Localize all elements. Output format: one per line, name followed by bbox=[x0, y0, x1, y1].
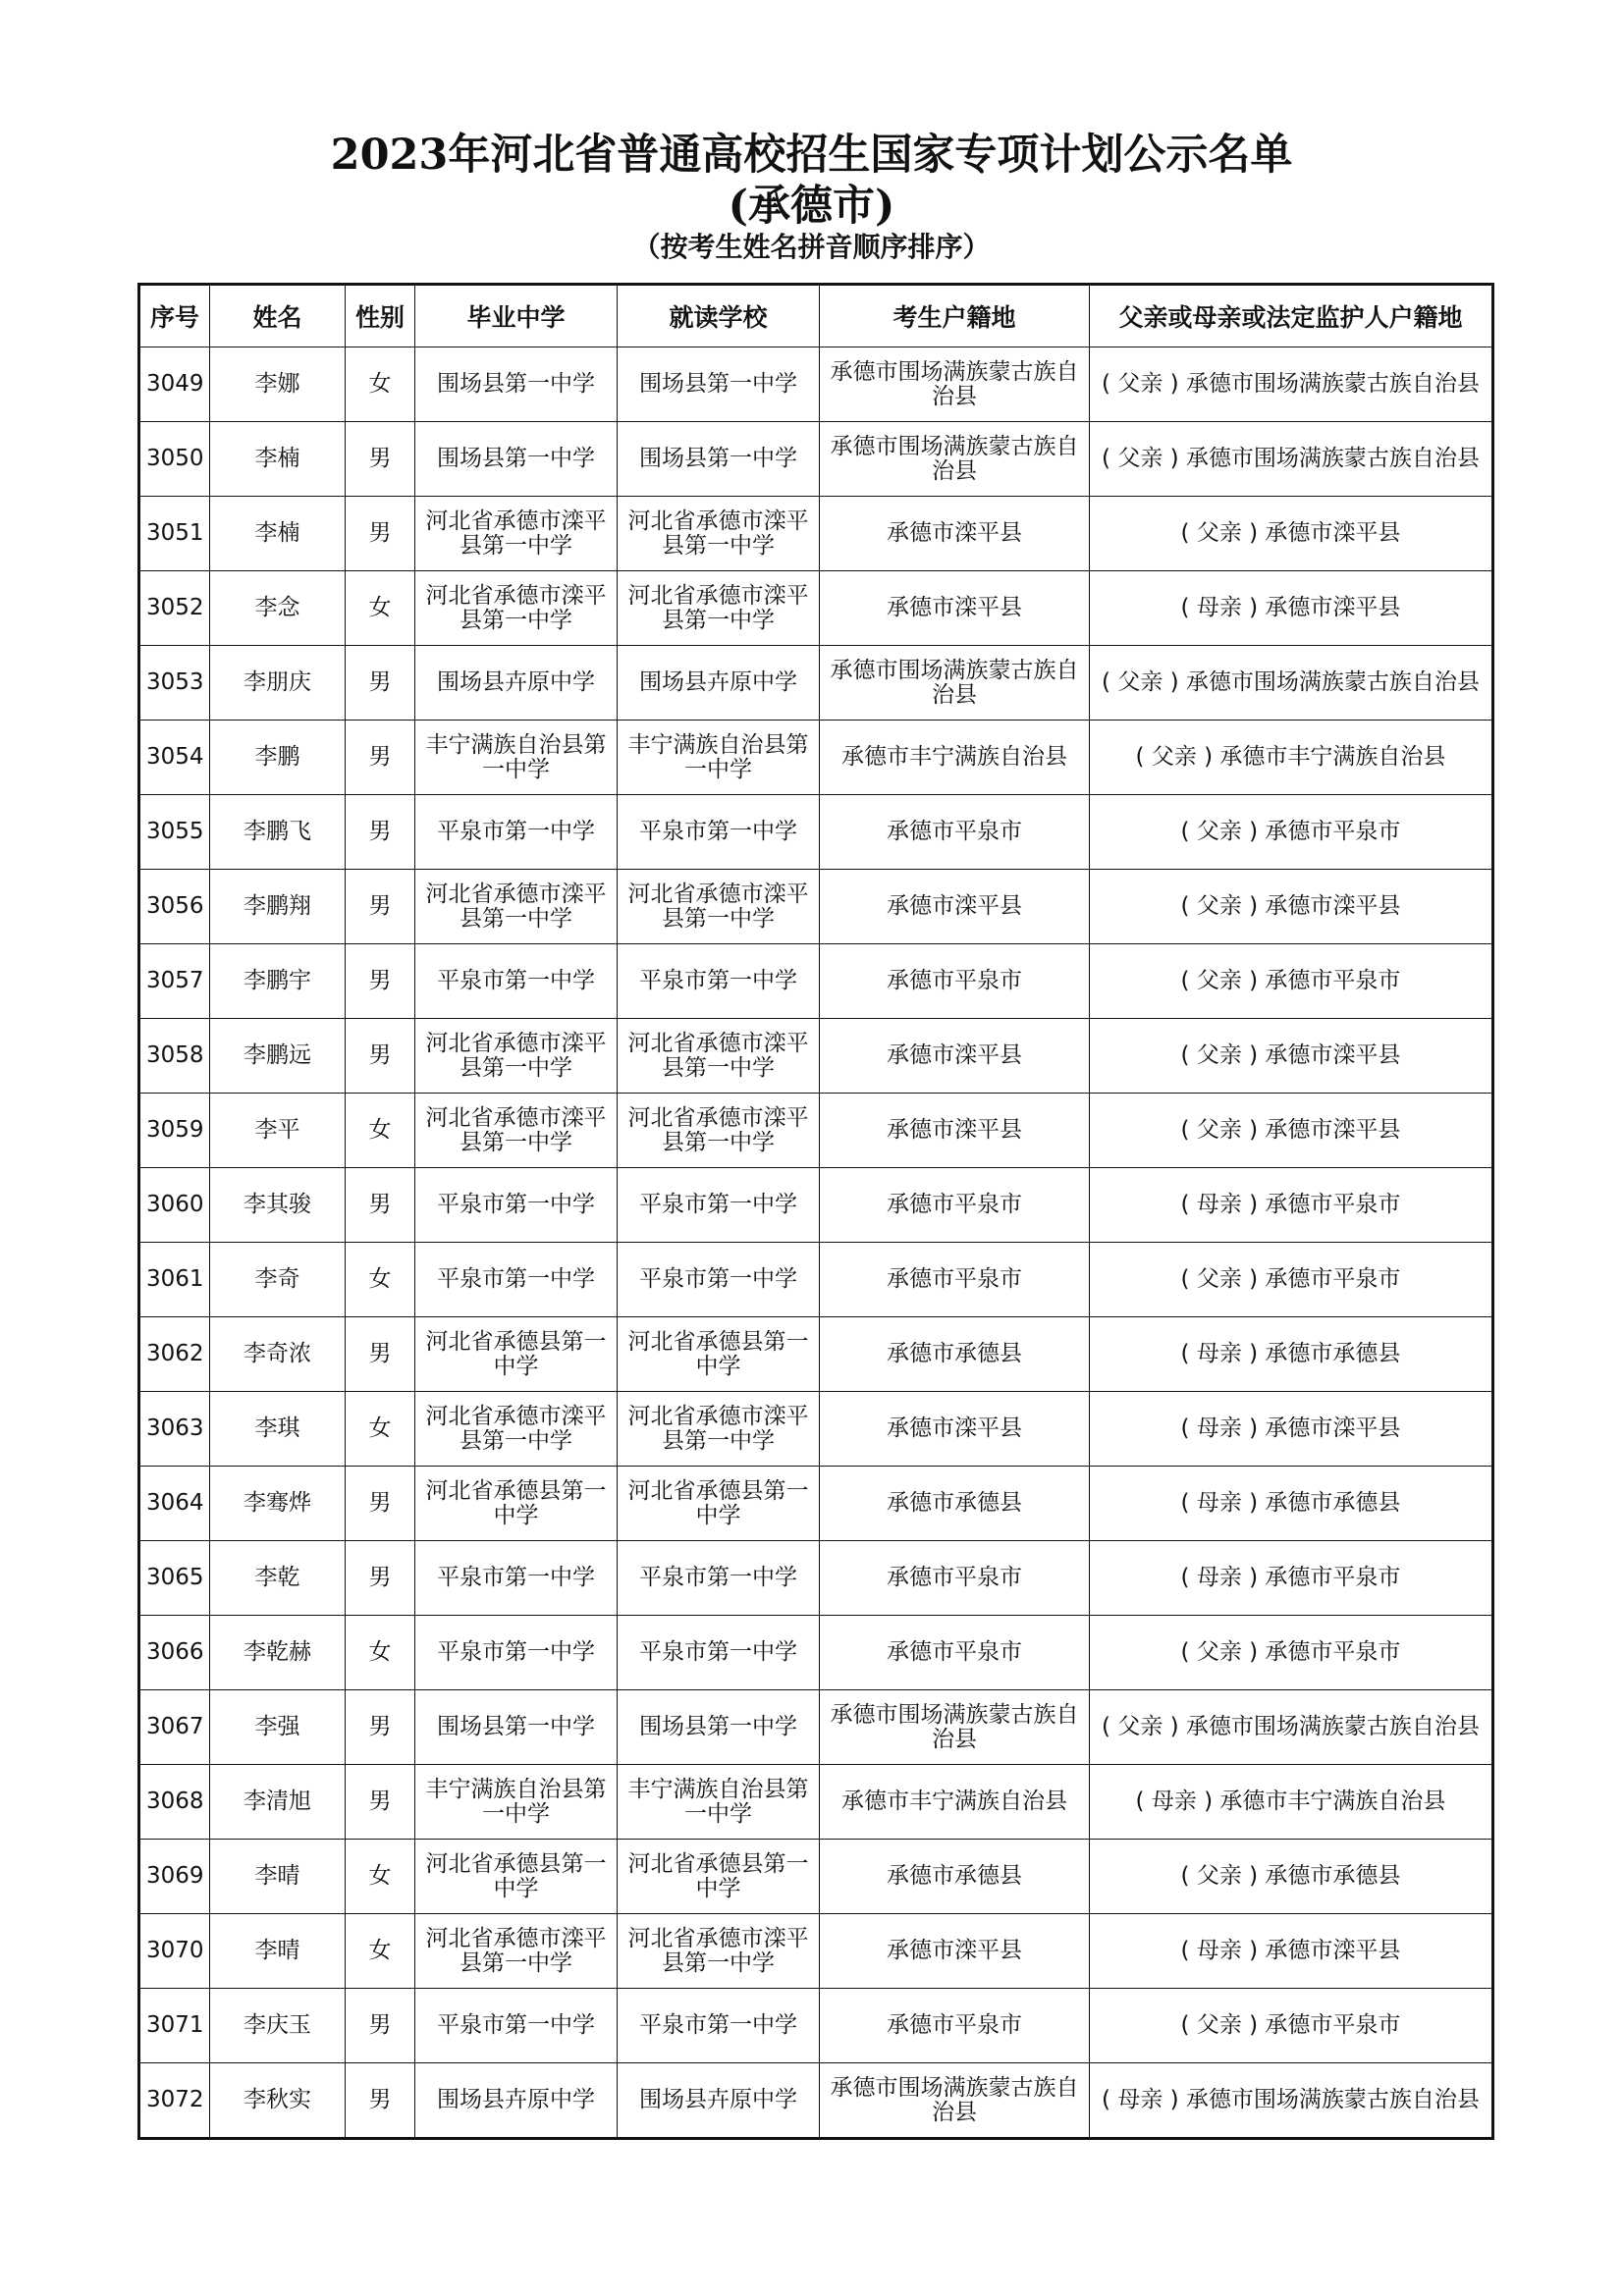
table-row bbox=[139, 1541, 1493, 1616]
cell-residence: 承德市围场满族蒙古族自治县 bbox=[820, 2063, 1090, 2139]
cell-no: 3051 bbox=[139, 497, 210, 571]
cell-grad-school: 平泉市第一中学 bbox=[415, 1989, 618, 2063]
cell-current-school: 围场县第一中学 bbox=[618, 422, 820, 497]
cell-no: 3055 bbox=[139, 795, 210, 870]
cell-grad-school: 围场县第一中学 bbox=[415, 422, 618, 497]
table-row bbox=[139, 1317, 1493, 1392]
header-guardian-residence: 父亲或母亲或法定监护人户籍地 bbox=[1090, 285, 1493, 347]
cell-grad-school: 围场县第一中学 bbox=[415, 347, 618, 422]
cell-name: 李晴 bbox=[210, 1840, 346, 1914]
cell-name: 李秋实 bbox=[210, 2063, 346, 2139]
table-row bbox=[139, 1989, 1493, 2063]
cell-current-school: 平泉市第一中学 bbox=[618, 1616, 820, 1690]
cell-current-school: 河北省承德县第一中学 bbox=[618, 1467, 820, 1541]
cell-guardian-residence: ( 母亲 ) 承德市平泉市 bbox=[1090, 1541, 1493, 1616]
cell-no: 3064 bbox=[139, 1467, 210, 1541]
cell-no: 3070 bbox=[139, 1914, 210, 1989]
cell-current-school: 围场县卉原中学 bbox=[618, 646, 820, 721]
cell-no: 3067 bbox=[139, 1690, 210, 1765]
cell-gender: 男 bbox=[346, 1168, 415, 1243]
cell-no: 3068 bbox=[139, 1765, 210, 1840]
cell-residence: 承德市滦平县 bbox=[820, 571, 1090, 646]
document-sort-note: （按考生姓名拼音顺序排序） bbox=[632, 231, 991, 263]
cell-grad-school: 河北省承德市滦平县第一中学 bbox=[415, 1019, 618, 1094]
cell-guardian-residence: ( 母亲 ) 承德市丰宁满族自治县 bbox=[1090, 1765, 1493, 1840]
cell-residence: 承德市围场满族蒙古族自治县 bbox=[820, 1690, 1090, 1765]
cell-gender: 男 bbox=[346, 2063, 415, 2139]
cell-no: 3060 bbox=[139, 1168, 210, 1243]
cell-no: 3063 bbox=[139, 1392, 210, 1467]
cell-gender: 女 bbox=[346, 1914, 415, 1989]
cell-no: 3050 bbox=[139, 422, 210, 497]
cell-gender: 男 bbox=[346, 1989, 415, 2063]
cell-no: 3053 bbox=[139, 646, 210, 721]
cell-gender: 男 bbox=[346, 870, 415, 944]
cell-current-school: 河北省承德市滦平县第一中学 bbox=[618, 1914, 820, 1989]
cell-current-school: 围场县第一中学 bbox=[618, 347, 820, 422]
cell-no: 3071 bbox=[139, 1989, 210, 2063]
cell-no: 3069 bbox=[139, 1840, 210, 1914]
cell-current-school: 丰宁满族自治县第一中学 bbox=[618, 721, 820, 795]
cell-grad-school: 平泉市第一中学 bbox=[415, 795, 618, 870]
cell-guardian-residence: ( 母亲 ) 承德市承德县 bbox=[1090, 1317, 1493, 1392]
cell-current-school: 平泉市第一中学 bbox=[618, 1243, 820, 1317]
cell-residence: 承德市承德县 bbox=[820, 1317, 1090, 1392]
cell-grad-school: 围场县卉原中学 bbox=[415, 646, 618, 721]
cell-gender: 男 bbox=[346, 1019, 415, 1094]
cell-gender: 女 bbox=[346, 571, 415, 646]
cell-current-school: 河北省承德市滦平县第一中学 bbox=[618, 1392, 820, 1467]
cell-name: 李奇 bbox=[210, 1243, 346, 1317]
cell-guardian-residence: ( 父亲 ) 承德市围场满族蒙古族自治县 bbox=[1090, 1690, 1493, 1765]
cell-no: 3062 bbox=[139, 1317, 210, 1392]
table-row bbox=[139, 795, 1493, 870]
cell-residence: 承德市平泉市 bbox=[820, 1616, 1090, 1690]
cell-current-school: 平泉市第一中学 bbox=[618, 944, 820, 1019]
cell-guardian-residence: ( 父亲 ) 承德市承德县 bbox=[1090, 1840, 1493, 1914]
cell-name: 李念 bbox=[210, 571, 346, 646]
table-row bbox=[139, 1765, 1493, 1840]
cell-guardian-residence: ( 父亲 ) 承德市平泉市 bbox=[1090, 795, 1493, 870]
cell-no: 3052 bbox=[139, 571, 210, 646]
cell-gender: 女 bbox=[346, 347, 415, 422]
table-row bbox=[139, 1690, 1493, 1765]
header-residence: 考生户籍地 bbox=[820, 285, 1090, 347]
cell-residence: 承德市平泉市 bbox=[820, 1541, 1090, 1616]
cell-gender: 女 bbox=[346, 1392, 415, 1467]
cell-residence: 承德市围场满族蒙古族自治县 bbox=[820, 422, 1090, 497]
cell-grad-school: 丰宁满族自治县第一中学 bbox=[415, 1765, 618, 1840]
cell-name: 李庆玉 bbox=[210, 1989, 346, 2063]
table-row bbox=[139, 1168, 1493, 1243]
cell-guardian-residence: ( 母亲 ) 承德市围场满族蒙古族自治县 bbox=[1090, 2063, 1493, 2139]
cell-name: 李鹏远 bbox=[210, 1019, 346, 1094]
cell-current-school: 丰宁满族自治县第一中学 bbox=[618, 1765, 820, 1840]
cell-residence: 承德市滦平县 bbox=[820, 870, 1090, 944]
cell-guardian-residence: ( 父亲 ) 承德市滦平县 bbox=[1090, 1019, 1493, 1094]
cell-residence: 承德市滦平县 bbox=[820, 1392, 1090, 1467]
cell-gender: 男 bbox=[346, 1765, 415, 1840]
cell-current-school: 平泉市第一中学 bbox=[618, 1541, 820, 1616]
cell-name: 李强 bbox=[210, 1690, 346, 1765]
cell-guardian-residence: ( 父亲 ) 承德市滦平县 bbox=[1090, 1094, 1493, 1168]
cell-grad-school: 平泉市第一中学 bbox=[415, 1541, 618, 1616]
cell-residence: 承德市平泉市 bbox=[820, 1168, 1090, 1243]
cell-grad-school: 河北省承德县第一中学 bbox=[415, 1317, 618, 1392]
cell-current-school: 平泉市第一中学 bbox=[618, 1989, 820, 2063]
roster-table bbox=[137, 283, 1494, 2140]
table-row bbox=[139, 944, 1493, 1019]
cell-name: 李鹏飞 bbox=[210, 795, 346, 870]
table-row bbox=[139, 1616, 1493, 1690]
cell-gender: 男 bbox=[346, 497, 415, 571]
cell-gender: 男 bbox=[346, 721, 415, 795]
cell-grad-school: 河北省承德市滦平县第一中学 bbox=[415, 571, 618, 646]
cell-gender: 女 bbox=[346, 1840, 415, 1914]
cell-grad-school: 河北省承德市滦平县第一中学 bbox=[415, 1094, 618, 1168]
cell-residence: 承德市平泉市 bbox=[820, 1243, 1090, 1317]
cell-gender: 男 bbox=[346, 795, 415, 870]
cell-gender: 男 bbox=[346, 422, 415, 497]
cell-name: 李奇浓 bbox=[210, 1317, 346, 1392]
cell-residence: 承德市承德县 bbox=[820, 1840, 1090, 1914]
cell-guardian-residence: ( 母亲 ) 承德市滦平县 bbox=[1090, 1392, 1493, 1467]
header-grad-school: 毕业中学 bbox=[415, 285, 618, 347]
cell-guardian-residence: ( 父亲 ) 承德市围场满族蒙古族自治县 bbox=[1090, 422, 1493, 497]
cell-grad-school: 平泉市第一中学 bbox=[415, 1616, 618, 1690]
table-row bbox=[139, 1840, 1493, 1914]
cell-name: 李朋庆 bbox=[210, 646, 346, 721]
cell-guardian-residence: ( 母亲 ) 承德市平泉市 bbox=[1090, 1168, 1493, 1243]
cell-no: 3057 bbox=[139, 944, 210, 1019]
cell-no: 3056 bbox=[139, 870, 210, 944]
table-row bbox=[139, 1019, 1493, 1094]
cell-residence: 承德市滦平县 bbox=[820, 1914, 1090, 1989]
cell-grad-school: 丰宁满族自治县第一中学 bbox=[415, 721, 618, 795]
cell-residence: 承德市丰宁满族自治县 bbox=[820, 1765, 1090, 1840]
cell-no: 3058 bbox=[139, 1019, 210, 1094]
cell-guardian-residence: ( 母亲 ) 承德市滦平县 bbox=[1090, 571, 1493, 646]
cell-guardian-residence: ( 父亲 ) 承德市平泉市 bbox=[1090, 1243, 1493, 1317]
table-row bbox=[139, 1914, 1493, 1989]
header-current-school: 就读学校 bbox=[618, 285, 820, 347]
header-row bbox=[139, 285, 1493, 347]
cell-grad-school: 河北省承德县第一中学 bbox=[415, 1467, 618, 1541]
cell-residence: 承德市滦平县 bbox=[820, 497, 1090, 571]
cell-gender: 女 bbox=[346, 1094, 415, 1168]
cell-residence: 承德市平泉市 bbox=[820, 944, 1090, 1019]
cell-guardian-residence: ( 父亲 ) 承德市平泉市 bbox=[1090, 944, 1493, 1019]
cell-name: 李鹏翔 bbox=[210, 870, 346, 944]
cell-residence: 承德市滦平县 bbox=[820, 1094, 1090, 1168]
cell-guardian-residence: ( 父亲 ) 承德市滦平县 bbox=[1090, 870, 1493, 944]
cell-current-school: 河北省承德市滦平县第一中学 bbox=[618, 1094, 820, 1168]
table-row bbox=[139, 422, 1493, 497]
cell-grad-school: 河北省承德市滦平县第一中学 bbox=[415, 497, 618, 571]
table-row bbox=[139, 870, 1493, 944]
cell-name: 李琪 bbox=[210, 1392, 346, 1467]
cell-residence: 承德市围场满族蒙古族自治县 bbox=[820, 646, 1090, 721]
cell-name: 李乾赫 bbox=[210, 1616, 346, 1690]
cell-residence: 承德市平泉市 bbox=[820, 795, 1090, 870]
cell-guardian-residence: ( 父亲 ) 承德市丰宁满族自治县 bbox=[1090, 721, 1493, 795]
cell-current-school: 河北省承德市滦平县第一中学 bbox=[618, 870, 820, 944]
cell-name: 李晴 bbox=[210, 1914, 346, 1989]
table-row bbox=[139, 1467, 1493, 1541]
cell-current-school: 围场县卉原中学 bbox=[618, 2063, 820, 2139]
roster-header bbox=[139, 285, 1493, 347]
cell-current-school: 平泉市第一中学 bbox=[618, 795, 820, 870]
cell-no: 3054 bbox=[139, 721, 210, 795]
cell-no: 3059 bbox=[139, 1094, 210, 1168]
cell-guardian-residence: ( 父亲 ) 承德市围场满族蒙古族自治县 bbox=[1090, 646, 1493, 721]
cell-name: 李鹏 bbox=[210, 721, 346, 795]
table-row bbox=[139, 2063, 1493, 2139]
cell-guardian-residence: ( 母亲 ) 承德市承德县 bbox=[1090, 1467, 1493, 1541]
cell-grad-school: 河北省承德县第一中学 bbox=[415, 1840, 618, 1914]
roster-body bbox=[139, 347, 1493, 2139]
cell-guardian-residence: ( 父亲 ) 承德市平泉市 bbox=[1090, 1989, 1493, 2063]
header-gender: 性别 bbox=[346, 285, 415, 347]
cell-grad-school: 平泉市第一中学 bbox=[415, 1243, 618, 1317]
header-no: 序号 bbox=[139, 285, 210, 347]
cell-current-school: 河北省承德县第一中学 bbox=[618, 1317, 820, 1392]
cell-guardian-residence: ( 父亲 ) 承德市滦平县 bbox=[1090, 497, 1493, 571]
cell-gender: 女 bbox=[346, 1616, 415, 1690]
cell-current-school: 围场县第一中学 bbox=[618, 1690, 820, 1765]
cell-residence: 承德市围场满族蒙古族自治县 bbox=[820, 347, 1090, 422]
cell-name: 李清旭 bbox=[210, 1765, 346, 1840]
document-title: 2023年河北省普通高校招生国家专项计划公示名单 bbox=[330, 131, 1293, 180]
cell-no: 3065 bbox=[139, 1541, 210, 1616]
cell-grad-school: 河北省承德市滦平县第一中学 bbox=[415, 1392, 618, 1467]
cell-name: 李娜 bbox=[210, 347, 346, 422]
cell-residence: 承德市丰宁满族自治县 bbox=[820, 721, 1090, 795]
cell-current-school: 河北省承德市滦平县第一中学 bbox=[618, 1019, 820, 1094]
cell-gender: 女 bbox=[346, 1243, 415, 1317]
cell-grad-school: 河北省承德市滦平县第一中学 bbox=[415, 1914, 618, 1989]
cell-gender: 男 bbox=[346, 1690, 415, 1765]
cell-no: 3066 bbox=[139, 1616, 210, 1690]
cell-gender: 男 bbox=[346, 1541, 415, 1616]
table-row bbox=[139, 1094, 1493, 1168]
header-name: 姓名 bbox=[210, 285, 346, 347]
cell-name: 李鹏宇 bbox=[210, 944, 346, 1019]
cell-guardian-residence: ( 父亲 ) 承德市平泉市 bbox=[1090, 1616, 1493, 1690]
cell-no: 3061 bbox=[139, 1243, 210, 1317]
cell-name: 李楠 bbox=[210, 422, 346, 497]
cell-residence: 承德市平泉市 bbox=[820, 1989, 1090, 2063]
cell-grad-school: 河北省承德市滦平县第一中学 bbox=[415, 870, 618, 944]
cell-current-school: 河北省承德县第一中学 bbox=[618, 1840, 820, 1914]
cell-grad-school: 围场县卉原中学 bbox=[415, 2063, 618, 2139]
cell-gender: 男 bbox=[346, 1317, 415, 1392]
table-row bbox=[139, 646, 1493, 721]
cell-gender: 男 bbox=[346, 1467, 415, 1541]
cell-current-school: 河北省承德市滦平县第一中学 bbox=[618, 571, 820, 646]
table-row bbox=[139, 571, 1493, 646]
table-row bbox=[139, 1243, 1493, 1317]
cell-current-school: 河北省承德市滦平县第一中学 bbox=[618, 497, 820, 571]
cell-gender: 男 bbox=[346, 944, 415, 1019]
cell-name: 李楠 bbox=[210, 497, 346, 571]
cell-current-school: 平泉市第一中学 bbox=[618, 1168, 820, 1243]
cell-name: 李骞烨 bbox=[210, 1467, 346, 1541]
cell-residence: 承德市承德县 bbox=[820, 1467, 1090, 1541]
table-row bbox=[139, 497, 1493, 571]
document-city: (承德市) bbox=[728, 182, 895, 231]
cell-no: 3049 bbox=[139, 347, 210, 422]
table-row bbox=[139, 721, 1493, 795]
cell-guardian-residence: ( 父亲 ) 承德市围场满族蒙古族自治县 bbox=[1090, 347, 1493, 422]
cell-grad-school: 平泉市第一中学 bbox=[415, 1168, 618, 1243]
cell-grad-school: 围场县第一中学 bbox=[415, 1690, 618, 1765]
cell-guardian-residence: ( 母亲 ) 承德市滦平县 bbox=[1090, 1914, 1493, 1989]
cell-grad-school: 平泉市第一中学 bbox=[415, 944, 618, 1019]
cell-name: 李乾 bbox=[210, 1541, 346, 1616]
table-row bbox=[139, 347, 1493, 422]
cell-name: 李其骏 bbox=[210, 1168, 346, 1243]
cell-gender: 男 bbox=[346, 646, 415, 721]
cell-no: 3072 bbox=[139, 2063, 210, 2139]
cell-residence: 承德市滦平县 bbox=[820, 1019, 1090, 1094]
table-row bbox=[139, 1392, 1493, 1467]
cell-name: 李平 bbox=[210, 1094, 346, 1168]
